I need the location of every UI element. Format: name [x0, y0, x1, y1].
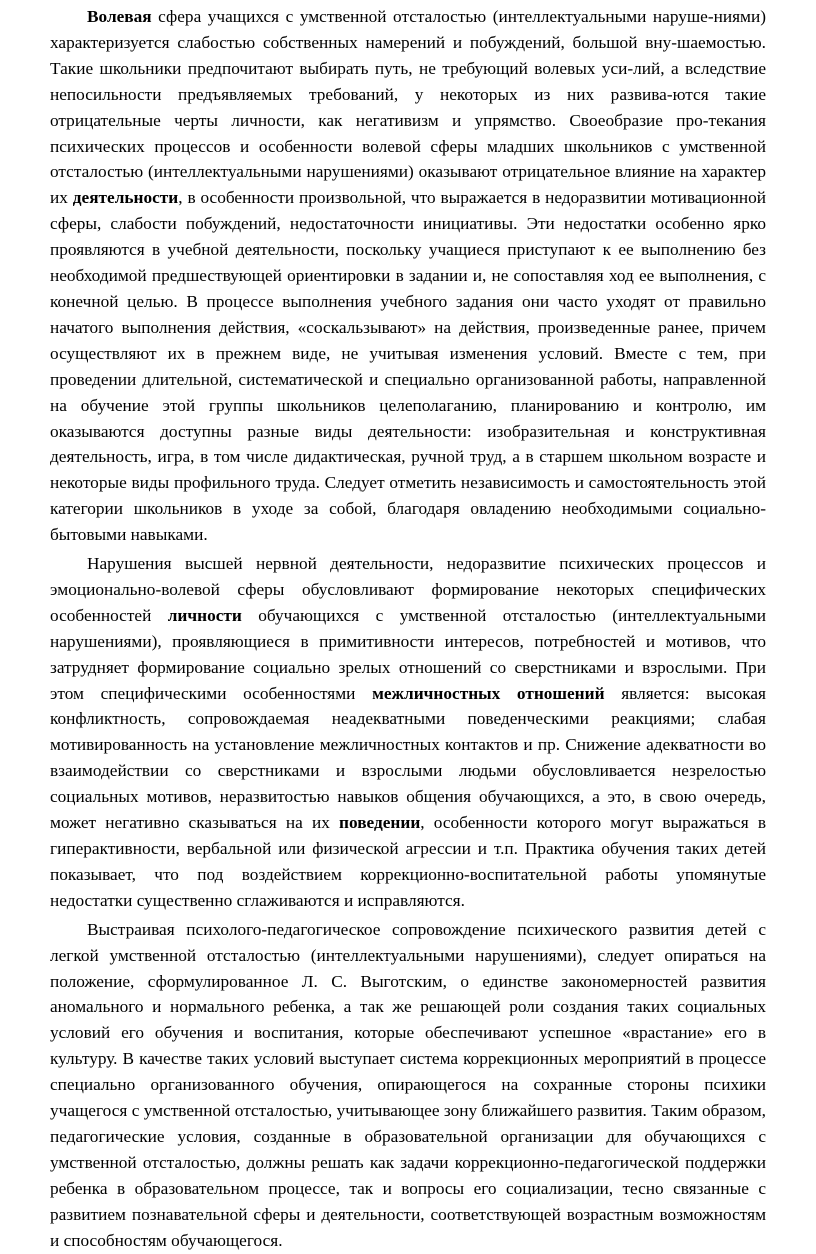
paragraph-text: , особенности которого могут выражаться в гиперактивности, вербальной или физической агрессии и т.п. Практика обучения таких детей показывает, что под воздействием коррекционно-воспитательной работы упомянутые недостатки существенно сглаживаются и исправляются.: [50, 813, 766, 910]
term-volitional: Волевая: [87, 7, 152, 26]
paragraph-text: , в особенности произвольной, что выражается в недоразвитии мотивационной сферы, слабости побуждений, недостаточности инициативы. Эти недостатки особенно ярко проявляются в учебной деятельности, поскольку учащиеся приступают к ее выполнению без необходимой предшествующей ориентировки в задании и, не сопоставляя ход ее выполнения, с конечной целью. В процессе выполнения учебного задания они часто уходят от правильно начатого выполнения действия, «соскальзывают» на действия, произведенные ранее, причем осуществляют их в прежнем виде, не учитывая изменения условий. Вместе с тем, при проведении длительной, систематической и специально организованной работы, направленной на обучение этой группы школьников целеполаганию, планированию и контролю, им оказываются доступны разные виды деятельности: изобразительная и конструктивная деятельность, игра, в том числе дидактическая, ручной труд, а в старшем школьном возрасте и некоторые виды профильного труда. Следует отметить независимость и самостоятельность этой категории школьников в уходе за собой, благодаря овладению необходимыми социально-бытовыми навыками.: [50, 188, 766, 545]
term-activity: деятельности: [72, 188, 179, 208]
term-personality: личности: [167, 605, 242, 625]
paragraph-personality: [50, 551, 766, 914]
paragraph-psychological-support: [50, 917, 766, 1254]
paragraph-text: является: высокая конфликтность, сопровождаемая неадекватными поведенческими реакциями; слабая мотивированность на установление межличностных контактов и пр. Снижение адекватности во взаимодействии со сверстниками и взрослыми людьми обусловливается незрелостью социальных мотивов, неразвитостью навыков общения обучающихся, а это, в свою очередь, может негативно сказываться на их: [50, 683, 766, 833]
term-interpersonal-relations: межличностных отношений: [372, 683, 605, 703]
paragraph-text: Выстраивая психолого-педагогическое сопровождение психического развития детей с легкой умственной отсталостью (интеллектуальными нарушениями), следует опираться на положение, сформулированное Л. С. Выготским, о единстве закономерностей развития аномального и нормального ребенка, а так же решающей роли создания таких социальных условий его обучения и воспитания, которые обеспечивают успешное «врастание» его в культуру. В качестве таких условий выступает система коррекционных мероприятий в процессе специально организованного обучения, опирающегося на сохранные стороны психики учащегося с умственной отсталостью, учитывающее зону ближайшего развития. Таким образом, педагогические условия, созданные в образовательной организации для обучающихся с умственной отсталостью, должны решать как задачи коррекционно-педагогической поддержки ребенка в образовательном процессе, так и вопросы его социализации, тесно связанные с развитием познавательной сферы и деятельности, соответствующей возрастным возможностям и способностям обучающегося.: [50, 919, 766, 1250]
paragraph-text: сфера учащихся с умственной отсталостью (интеллектуальными наруше-ниями) характеризуется слабостью собственных намерений и побуждений, большой вну-шаемостью. Такие школьники предпочитают выбирать путь, не требующий волевых уси-лий, а вследствие непосильности предъявляемых требований, у некоторых из них развива-ются такие отрицательные черты личности, как негативизм и упрямство. Своеобразие про-текания психических процессов и особенности волевой сферы младших школьников с умственной отсталостью (интеллектуальными нарушениями) оказывают отрицательное влияние на характер их: [50, 7, 766, 208]
paragraph-text: Нарушения высшей нервной деятельности, недоразвитие психических процессов и эмоционально-волевой сферы обусловливают формирование некоторых специфических особенностей: [50, 554, 766, 625]
term-behavior: поведении: [339, 813, 421, 833]
paragraph-volitional-sphere: [50, 0, 766, 548]
paragraph-text: обучающихся с умственной отсталостью (интеллектуальными нарушениями), проявляющиеся в примитивности интересов, потребностей и мотивов, что затрудняет формирование социально зрелых отношений со сверстниками и взрослыми. При этом специфическими особенностями: [50, 605, 766, 703]
